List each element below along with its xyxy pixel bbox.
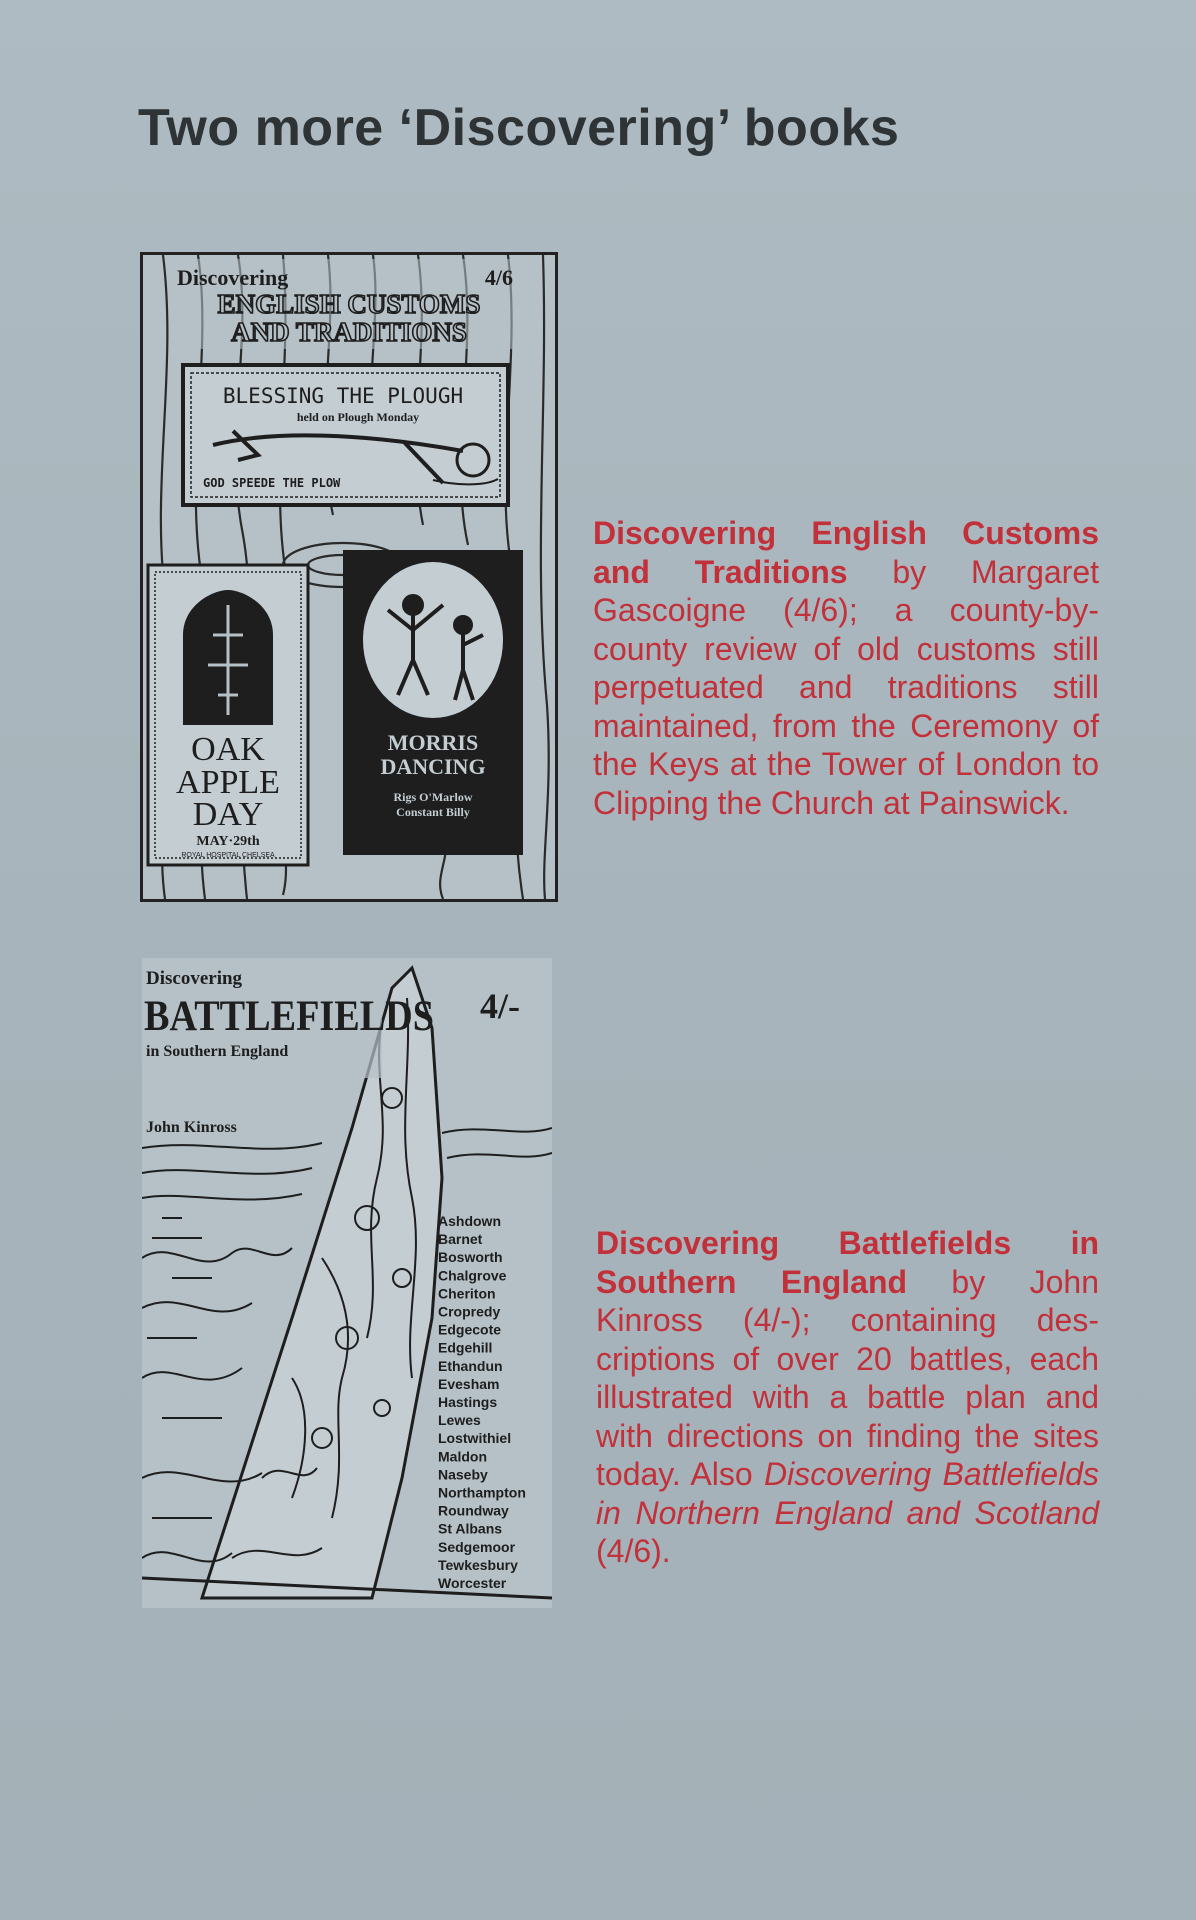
battle-list-item: Ethandun [438, 1357, 503, 1374]
battle-list-item: Lewes [438, 1412, 481, 1429]
battle-list-item: Roundway [438, 1502, 509, 1519]
morris-line1: MORRIS [387, 730, 479, 755]
battle-list-item: Worcester [438, 1575, 507, 1591]
cover2-subtitle: in Southern England [146, 1043, 289, 1060]
oak-place: ROYAL HOSPITAL CHELSEA [181, 852, 275, 859]
cover2-title: BATTLEFIELDS [144, 993, 434, 1040]
cover1-price: 4/6 [484, 265, 513, 290]
battle-list [438, 1213, 526, 1591]
book1-title: Discovering English Customs and Traditions [593, 515, 1099, 590]
cover2-price: 4/- [480, 986, 520, 1026]
morris-sub1: Rigs O'Marlow [393, 790, 473, 804]
battle-list-item: Cheriton [438, 1285, 496, 1302]
battle-list-item: Hastings [438, 1394, 498, 1410]
plough-panel-title: BLESSING THE PLOUGH [222, 384, 464, 408]
battle-list-item: Edgecote [438, 1321, 502, 1338]
oak-line3: DAY [192, 796, 264, 833]
battle-list-item: Maldon [438, 1448, 487, 1465]
battle-list-item: Barnet [438, 1231, 483, 1248]
battle-list-item: St Albans [438, 1520, 503, 1537]
book2-also-title: Discovering Battlefields in Northern England and Scotland [596, 1456, 1100, 1531]
book2-description [596, 1224, 1099, 1571]
oak-line1: OAK [191, 731, 265, 768]
cover1-title-line2: AND TRADITIONS [231, 317, 467, 347]
book1-description [593, 514, 1099, 822]
plough-panel-subtitle: held on Plough Monday [296, 410, 420, 424]
morris-sub2: Constant Billy [396, 805, 470, 819]
battle-list-item: Chalgrove [438, 1267, 507, 1284]
book2-text: by John Kinross (4/-); containing descriptions of over 20 battles, each illustrated with a battle plan and with directions on finding the sites today. Also [596, 1263, 1100, 1492]
book-cover-english-customs [140, 252, 558, 902]
morris-line2: DANCING [380, 754, 486, 779]
battle-list-item: Sedgemoor [438, 1538, 516, 1555]
morris-dancers-icon [363, 562, 503, 718]
battle-list-item: Tewkesbury [438, 1556, 518, 1573]
battle-list-item: Cropredy [438, 1303, 501, 1320]
plough-panel-caption: GOD SPEEDE THE PLOW [203, 476, 341, 490]
cover2-series: Discovering [146, 968, 243, 989]
cover2-author: John Kinross [146, 1119, 237, 1136]
book-cover-battlefields [142, 958, 552, 1608]
oak-line2: APPLE [176, 764, 280, 801]
oak-date: MAY·29th [196, 834, 260, 849]
battle-list-item: Bosworth [438, 1249, 503, 1266]
cover1-series: Discovering [177, 265, 289, 290]
battle-list-item: Northampton [438, 1484, 526, 1501]
page-heading: Two more ‘Discovering’ books [138, 99, 900, 157]
book1-text: by Margaret Gascoigne (4/6); a county-by-county review of old customs still perpetuated and traditions still maintained, from the Ceremony of the Keys at the Tower of London to Clipping the Church at Painswick. [593, 553, 1100, 821]
battle-list-item: Edgehill [438, 1339, 493, 1356]
battle-list-item: Evesham [438, 1375, 500, 1392]
book2-also-price: (4/6). [596, 1533, 671, 1569]
battle-list-item: Lostwithiel [438, 1430, 512, 1447]
book2-title: Discovering Battlefields in Southern England [596, 1225, 1099, 1300]
battle-list-item: Naseby [438, 1466, 488, 1483]
battle-list-item: Ashdown [438, 1213, 501, 1229]
cover1-title-line1: ENGLISH CUSTOMS [217, 289, 481, 319]
